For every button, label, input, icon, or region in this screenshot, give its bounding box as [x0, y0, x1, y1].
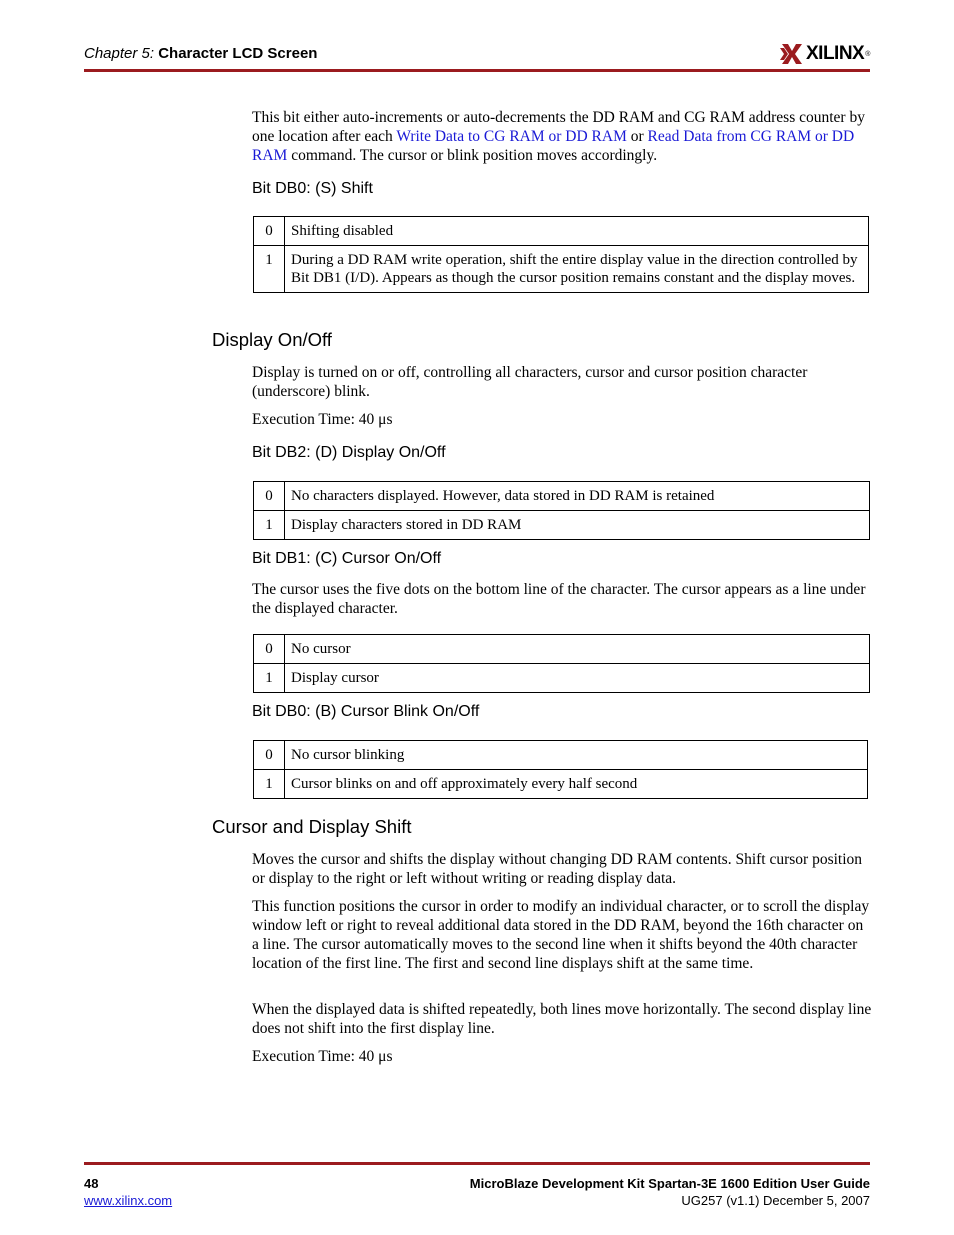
bit-description: Display cursor — [285, 664, 870, 693]
db2-table — [253, 481, 870, 540]
db1-table — [253, 634, 870, 693]
table-row — [254, 217, 869, 246]
doc-id: UG257 (v1.1) December 5, 2007 — [681, 1193, 870, 1208]
footer-rule — [84, 1162, 870, 1165]
page-number: 48 — [84, 1176, 99, 1191]
cursor-shift-paragraph-2: This function positions the cursor in order to modify an individual character, or to scroll the display window left or right to reveal additional data stored in the DD RAM, beyond the 16th character on a line. The cursor automatically moves to the second line when it shifts beyond the 40th character location of the first line. The first and second line displays shift at the same time. — [252, 898, 870, 972]
registered-mark: ® — [865, 50, 871, 58]
bit-description: During a DD RAM write operation, shift the entire display value in the direction controlled by Bit DB1 (I/D). Appears as though the cursor position remains constant and the display moves. — [285, 246, 869, 293]
subheading-db2: Bit DB2: (D) Display On/Off — [252, 444, 446, 461]
table-row — [254, 246, 869, 293]
intro-paragraph — [252, 108, 872, 165]
bit-description: No cursor blinking — [285, 741, 868, 770]
xilinx-logo — [780, 40, 870, 68]
bit-value: 0 — [254, 482, 285, 511]
bit-value: 0 — [254, 635, 285, 664]
intro-text-end: command. The cursor or blink position moves accordingly. — [287, 147, 658, 164]
bit-description: No characters displayed. However, data stored in DD RAM is retained — [285, 482, 870, 511]
db0-blink-table — [253, 740, 868, 799]
subheading-shift-bit: Bit DB0: (S) Shift — [252, 180, 373, 197]
shift-bit-table — [253, 216, 869, 293]
bit-description: Display characters stored in DD RAM — [285, 511, 870, 540]
table-row — [254, 741, 868, 770]
cursor-description: The cursor uses the five dots on the bottom line of the character. The cursor appears as a line under the displayed character. — [252, 581, 866, 617]
display-exec-time: Execution Time: 40 μs — [252, 411, 393, 428]
bit-value: 1 — [254, 770, 285, 799]
table-row — [254, 770, 868, 799]
link-write-data[interactable]: Write Data to CG RAM or DD RAM — [396, 128, 627, 145]
intro-text-or: or — [626, 128, 648, 145]
cursor-shift-paragraph-3: When the displayed data is shifted repeatedly, both lines move horizontally. The second display line does not shift into the first display line. — [252, 1001, 872, 1037]
logo-text: XILINX — [806, 43, 865, 64]
bit-value: 0 — [254, 217, 285, 246]
table-row — [254, 511, 870, 540]
chapter-label: Chapter 5: — [84, 45, 155, 62]
cursor-shift-exec-time: Execution Time: 40 μs — [252, 1048, 393, 1065]
header-rule — [84, 69, 870, 72]
website-link[interactable]: www.xilinx.com — [84, 1193, 173, 1208]
subheading-db0-blink: Bit DB0: (B) Cursor Blink On/Off — [252, 703, 480, 720]
chapter-header — [84, 45, 317, 62]
cursor-shift-paragraph-1: Moves the cursor and shifts the display without changing DD RAM contents. Shift cursor position or display to the right or left without writing or reading display data. — [252, 851, 863, 887]
section-heading-display: Display On/Off — [212, 329, 332, 350]
bit-value: 0 — [254, 741, 285, 770]
bit-value: 1 — [254, 511, 285, 540]
bit-description: Cursor blinks on and off approximately every half second — [285, 770, 868, 799]
bit-value: 1 — [254, 664, 285, 693]
bit-value: 1 — [254, 246, 285, 293]
display-description: Display is turned on or off, controlling all characters, cursor and cursor position character (underscore) blink. — [252, 364, 808, 400]
table-row — [254, 664, 870, 693]
table-row — [254, 482, 870, 511]
xilinx-x-icon — [780, 42, 804, 66]
table-row — [254, 635, 870, 664]
bit-description: Shifting disabled — [285, 217, 869, 246]
bit-description: No cursor — [285, 635, 870, 664]
subheading-db1: Bit DB1: (C) Cursor On/Off — [252, 550, 442, 567]
section-heading-cursor-shift: Cursor and Display Shift — [212, 816, 412, 837]
intro-text: This bit either auto-increments or auto-decrements the DD RAM and CG RAM address counter by one location after each — [252, 109, 865, 145]
chapter-title: Character LCD Screen — [158, 45, 318, 62]
link-read-data[interactable]: Read Data from CG RAM or DD RAM — [252, 128, 855, 164]
guide-title: MicroBlaze Development Kit Spartan-3E 1600 Edition User Guide — [469, 1176, 870, 1191]
